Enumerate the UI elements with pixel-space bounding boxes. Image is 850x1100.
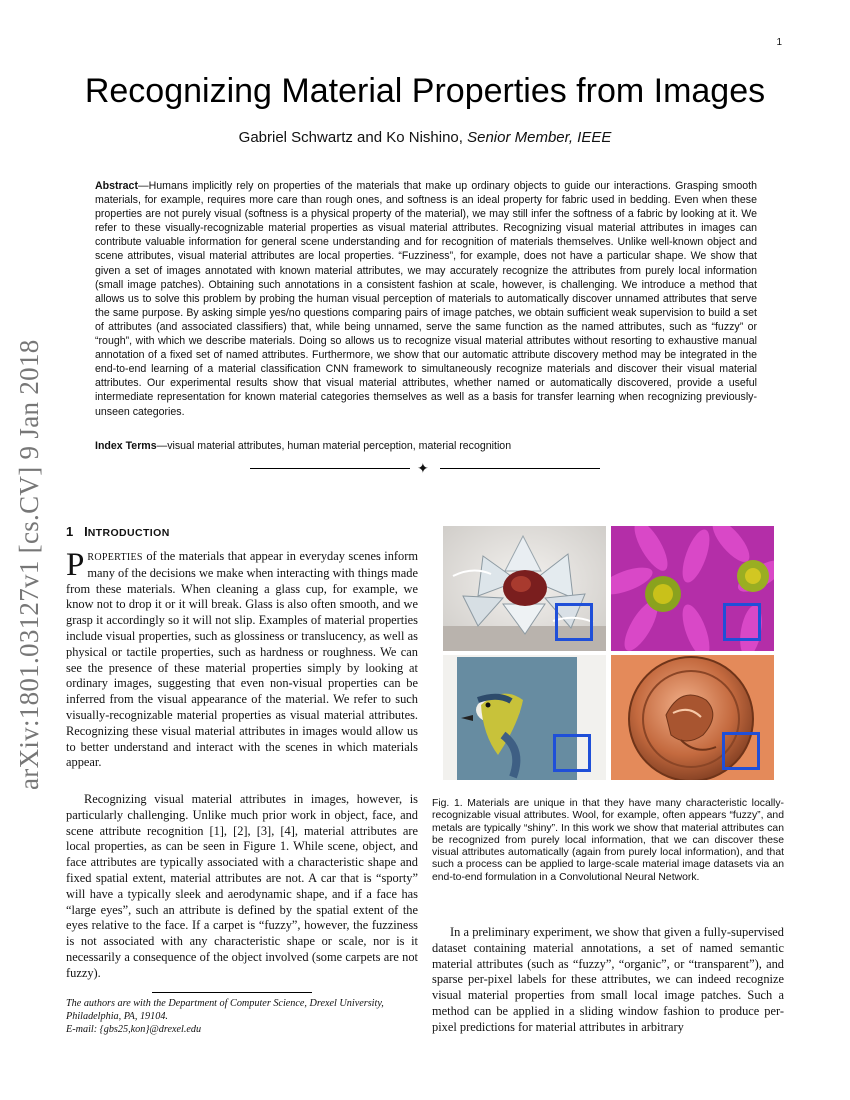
author-footnote — [66, 997, 418, 1036]
footnote-rule — [152, 992, 312, 993]
arxiv-identifier[interactable]: arXiv:1801.03127v1 [cs.CV] 9 Jan 2018 — [14, 339, 44, 790]
page-number: 1 — [776, 37, 782, 48]
section-title-initial: I — [84, 524, 88, 539]
author-membership: Senior Member, IEEE — [467, 129, 612, 146]
section-heading — [66, 524, 170, 539]
glass-lotus-photo — [443, 526, 606, 651]
flower-patch-highlight — [723, 603, 761, 641]
separator-rule-left — [250, 468, 410, 469]
daisy-flower-photo — [611, 526, 774, 651]
author-names: Gabriel Schwartz and Ko Nishino, — [238, 129, 463, 146]
drop-cap: P — [66, 547, 85, 583]
small-caps-lead: ROPERTIES — [87, 552, 143, 563]
index-terms-label: Index Terms — [95, 440, 157, 452]
section-title-rest: NTRODUCTION — [87, 527, 170, 539]
footnote-affiliation: The authors are with the Department of Computer Science, Drexel University, Philadelphia, PA, 19104. — [66, 998, 384, 1022]
author-line — [60, 129, 790, 146]
paper-title: Recognizing Material Properties from Images — [84, 72, 766, 110]
paragraph-text: of the materials that appear in everyday scenes inform many of the decisions we make when interacting with things made from these materials. When cleaning a glass cup, for example, we know not to drop it or it will break. Glass is also often smooth, and we grasp it accordingly so it will not slip. Examples of material properties include visual properties, such as glossiness or translucency, as well as physical or tactile properties, such as hardness or roughness. We can see the presence of these material properties simply by looking at ordinary images, suggesting that even non-visual properties can be inferred from the visual appearance of the material. We refer to such visually-recognizable material properties as visual material attributes. Recognizing these visual material attributes in images would allow us to better understand and interact with the scenes in which materials appear. — [66, 549, 418, 770]
index-terms-text: —visual material attributes, human material perception, material recognition — [156, 440, 512, 452]
footnote-email: E-mail: {gbs25,kon}@drexel.edu — [66, 1024, 202, 1035]
intro-paragraph-3: In a preliminary experiment, we show that given a fully-supervised dataset containing material annotations, a set of named semantic material attributes (such as “fuzzy”, “organic”, or “transparent”), and sparse per-pixel labels for these attributes, we can indeed recognize visual material properties from small local image patches. Such a method can be applied in a sliding window fashion to produce per-pixel predictions for material attributes in arbitrary — [432, 925, 784, 1034]
glass-patch-highlight — [555, 603, 593, 641]
intro-paragraph-1 — [66, 549, 418, 771]
section-number: 1 — [66, 524, 74, 539]
figure-caption: Fig. 1. Materials are unique in that they have many characteristic locally-recognizable visual attributes. Wool, for example, often appears “fuzzy”, and metals are typically “shiny”. In this work we show that material attributes can be recognized from purely local information, that we can discover these visual attributes automatically (again from purely local information), and that such a process can be applied to large-scale material image datasets via an end-to-end formulation in a Convolutional Neural Network. — [432, 798, 784, 883]
metal-patch-highlight — [722, 732, 760, 770]
index-terms — [95, 439, 757, 453]
separator-diamond-icon: ✦ — [417, 460, 429, 476]
felted-wool-bird-photo — [443, 655, 606, 780]
abstract — [95, 179, 757, 419]
section-separator — [250, 460, 600, 476]
figure-1 — [443, 526, 774, 780]
separator-rule-right — [440, 468, 600, 469]
copper-plate-photo — [611, 655, 774, 780]
intro-paragraph-2: Recognizing visual material attributes in images, however, is particularly challenging. Unlike much prior work in object, face, and scene attribute recognition [1], [2], [3], [4], material attributes are local properties, as can be seen in Figure 1. While scene, object, and face attributes are typically associated with a characteristic shape and fixed spatial extent, material attributes are not. A car that is “sporty” will have a typically sleek and aerodynamic shape, and if a face has “large eyes”, such an attribute is defined by the spatial extent of the eyes relative to the face. If a carpet is “fuzzy”, however, the fuzziness is not associated with any characteristic shape or scale, nor is it necessarily a consequence of the object involved (some carpets are not fuzzy). — [66, 792, 418, 980]
wool-patch-highlight — [553, 734, 591, 772]
abstract-label: Abstract — [95, 180, 138, 192]
abstract-text: —Humans implicitly rely on properties of the materials that make up ordinary objects to guide our interactions. Grasping smooth materials, for example, requires more care than rough ones, and softness is an ideal property for fabric used in bedding. Even when these properties are not purely visual (softness is a physical property of the material), we may still infer the softness of a fabric by looking at it. We refer to these visually-recognizable material properties as visual material attributes. Recognizing visual material attributes in images can contribute valuable information for general scene understanding and for recognition of materials themselves. Unlike well-known object and scene attributes, visual material attributes are local properties. “Fuzziness”, for example, does not have a particular shape. We show that given a set of images annotated with known material attributes, we may accurately recognize the attributes from purely local information (small image patches). Obtaining such annotations in a consistent fashion at scale, however, is challenging. We introduce a method that allows us to solve this problem by probing the human visual perception of materials to automatically discover unnamed attributes that serve the same purpose. By asking simple yes/no questions comparing pairs of image patches, we obtain sufficient weak supervision to build a set of attributes (and associated classifiers) that, while being unnamed, serve the same function as the named attributes, such as “fuzzy” or “rough”, with which we describe materials. Doing so allows us to recognize visual material attributes without resorting to exhaustive manual annotation of a fixed set of named attributes. Furthermore, we show that our automatic attribute discovery method may be integrated in the end-to-end learning of a material classification CNN framework to simultaneously recognize materials and discover their visual material attributes. Our experimental results show that visual material attributes, whether named or automatically discovered, provide a useful intermediate representation for known material categories themselves as well as a basis for transfer learning when recognizing previously-unseen categories. — [95, 180, 757, 418]
